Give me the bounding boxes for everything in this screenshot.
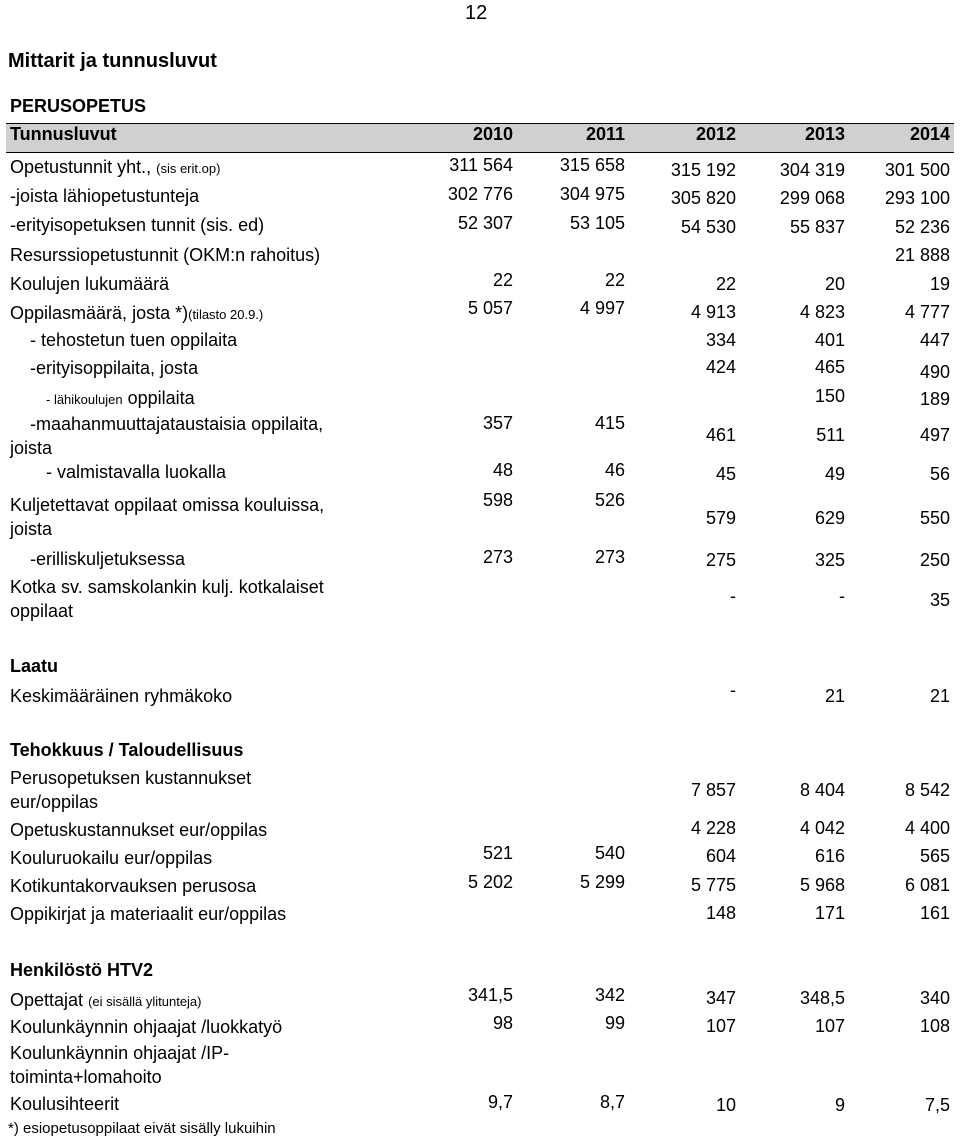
table-cell: 598	[482, 490, 513, 510]
table-cell: 161	[919, 903, 950, 923]
table-row-label: Koulunkäynnin ohjaajat /luokkatyö	[10, 1017, 283, 1037]
table-row-label: Oppikirjat ja materiaalit eur/oppilas	[10, 904, 287, 924]
table-cell: 20	[824, 274, 845, 294]
table-row-label: - lähikoulujen oppilaita	[46, 388, 195, 408]
page-number: 12	[465, 2, 488, 24]
table-row-label: - valmistavalla luokalla	[46, 462, 227, 482]
table-row-label: Perusopetuksen kustannukset eur/oppilas	[10, 768, 252, 812]
table-cell: 490	[919, 362, 950, 382]
table-cell: 4 913	[690, 302, 736, 322]
table-cell: 325	[814, 550, 845, 570]
table-cell: 5 057	[467, 298, 513, 318]
table-cell: 304 319	[779, 160, 845, 180]
table-row-label: -erilliskuljetuksessa	[30, 549, 186, 569]
table-cell: 6 081	[904, 875, 950, 895]
table-cell: 415	[594, 413, 625, 433]
table-cell: 8 542	[904, 780, 950, 800]
table-cell: 461	[705, 425, 736, 445]
table-row-label: Kuljetettavat oppilaat omissa kouluissa, joista	[10, 495, 325, 539]
page-title: Mittarit ja tunnusluvut	[8, 50, 217, 72]
table-cell: 9,7	[487, 1092, 513, 1112]
table-cell: 540	[594, 843, 625, 863]
table-cell: 401	[814, 330, 845, 350]
table-cell: 565	[919, 846, 950, 866]
table-cell: 273	[482, 547, 513, 567]
table-cell: 98	[492, 1013, 513, 1033]
table-cell: 22	[492, 270, 513, 290]
table-row-label: Kotikuntakorvauksen perusosa	[10, 876, 257, 896]
table-cell: 357	[482, 413, 513, 433]
table-cell: 347	[705, 988, 736, 1008]
header-year-2013: 2013	[804, 124, 845, 144]
table-cell: 35	[929, 590, 950, 610]
table-cell: 5 202	[467, 872, 513, 892]
table-cell: -	[730, 680, 736, 700]
table-cell: 21	[824, 686, 845, 706]
table-cell: -	[839, 586, 845, 606]
header-year-2010: 2010	[472, 124, 513, 144]
table-row-label: -joista lähiopetustunteja	[10, 186, 200, 206]
table-cell: 148	[705, 903, 736, 923]
table-cell: 511	[816, 425, 845, 445]
table-cell: 579	[705, 508, 736, 528]
table-cell: 4 777	[904, 302, 950, 322]
header-year-2012: 2012	[695, 124, 736, 144]
table-cell: 22	[604, 270, 625, 290]
table-cell: 5 775	[690, 875, 736, 895]
table-cell: 5 968	[799, 875, 845, 895]
table-cell: 21	[929, 686, 950, 706]
table-cell: 49	[824, 464, 845, 484]
table-row-label: Resurssiopetustunnit (OKM:n rahoitus)	[10, 245, 321, 265]
table-cell: 315 658	[559, 155, 625, 175]
table-cell: 108	[919, 1016, 950, 1036]
table-cell: 250	[919, 550, 950, 570]
table-cell: 107	[705, 1016, 736, 1036]
section-heading-henkilosto: Henkilöstö HTV2	[10, 960, 154, 980]
header-year-2011: 2011	[585, 124, 625, 144]
table-cell: 447	[919, 330, 950, 350]
table-cell: 99	[604, 1013, 625, 1033]
table-cell: 293 100	[884, 188, 950, 208]
table-cell: 304 975	[559, 184, 625, 204]
table-row-label: -erityisopetuksen tunnit (sis. ed)	[10, 215, 265, 235]
table-cell: 48	[492, 460, 513, 480]
table-cell: 54 530	[680, 217, 736, 237]
table-cell: 46	[604, 460, 625, 480]
table-cell: 189	[919, 389, 950, 409]
table-cell: 8 404	[799, 780, 845, 800]
table-cell: 273	[594, 547, 625, 567]
section-heading-laatu: Laatu	[10, 656, 59, 676]
table-cell: 21 888	[894, 245, 950, 265]
table-row-label: Koulusihteerit	[10, 1094, 120, 1114]
table-cell: 315 192	[670, 160, 736, 180]
table-cell: 348,5	[799, 988, 845, 1008]
table-cell: 9	[834, 1095, 845, 1115]
table-cell: 521	[482, 843, 513, 863]
table-cell: 4 823	[799, 302, 845, 322]
table-cell: -	[730, 586, 736, 606]
table-row-label: Kouluruokailu eur/oppilas	[10, 848, 213, 868]
table-cell: 7,5	[924, 1095, 950, 1115]
table-cell: 424	[705, 357, 736, 377]
table-cell: 526	[594, 490, 625, 510]
table-cell: 53 105	[569, 213, 625, 233]
table-cell: 4 228	[690, 818, 736, 838]
table-cell: 52 236	[894, 217, 950, 237]
table-cell: 171	[814, 903, 845, 923]
section-heading-tehokkuus: Tehokkuus / Taloudellisuus	[10, 740, 244, 760]
table-row-label: -erityisoppilaita, josta	[30, 358, 199, 378]
table-cell: 4 400	[904, 818, 950, 838]
table-cell: 4 042	[799, 818, 845, 838]
table-row-label: -maahanmuuttajataustaisia oppilaita, joista	[10, 414, 324, 458]
table-cell: 342	[594, 985, 625, 1005]
table-cell: 301 500	[884, 160, 950, 180]
table-row-label: Opetustunnit yht., (sis erit.op)	[10, 157, 221, 177]
table-cell: 22	[715, 274, 736, 294]
table-row-label: Keskimääräinen ryhmäkoko	[10, 686, 233, 706]
table-cell: 4 997	[579, 298, 625, 318]
table-row-label: Koulunkäynnin ohjaajat /IP- toiminta+lomahoito	[10, 1043, 230, 1087]
table-cell: 275	[705, 550, 736, 570]
table-row-label: Kotka sv. samskolankin kulj. kotkalaiset oppilaat	[10, 577, 324, 621]
table-row-label: Opettajat (ei sisällä ylitunteja)	[10, 990, 202, 1010]
table-cell: 616	[814, 846, 845, 866]
table-cell: 341,5	[467, 985, 513, 1005]
table-cell: 497	[919, 425, 950, 445]
section-heading-perusopetus: PERUSOPETUS	[10, 96, 147, 116]
header-year-2014: 2014	[909, 124, 950, 144]
table-cell: 302 776	[447, 184, 513, 204]
table-row-label: Opetuskustannukset eur/oppilas	[10, 820, 268, 840]
table-cell: 5 299	[579, 872, 625, 892]
table-cell: 334	[705, 330, 736, 350]
header-label: Tunnusluvut	[10, 124, 117, 144]
table-cell: 629	[814, 508, 845, 528]
table-cell: 56	[929, 464, 950, 484]
table-cell: 340	[919, 988, 950, 1008]
table-cell: 8,7	[599, 1092, 625, 1112]
table-row-label: - tehostetun tuen oppilaita	[30, 330, 238, 350]
table-cell: 7 857	[690, 780, 736, 800]
table-cell: 150	[814, 386, 845, 406]
table-cell: 107	[814, 1016, 845, 1036]
footnote: *) esiopetusoppilaat eivät sisälly lukuihin	[8, 1120, 276, 1137]
table-cell: 465	[814, 357, 845, 377]
table-cell: 311 564	[449, 155, 513, 175]
table-cell: 604	[705, 846, 736, 866]
table-row-label: Oppilasmäärä, josta *)(tilasto 20.9.)	[10, 303, 264, 323]
table-cell: 305 820	[670, 188, 736, 208]
table-cell: 10	[715, 1095, 736, 1115]
table-cell: 52 307	[457, 213, 513, 233]
table-cell: 550	[919, 508, 950, 528]
table-cell: 45	[715, 464, 736, 484]
table-cell: 55 837	[789, 217, 845, 237]
table-row-label: Koulujen lukumäärä	[10, 274, 170, 294]
table-cell: 19	[929, 274, 950, 294]
table-cell: 299 068	[779, 188, 845, 208]
